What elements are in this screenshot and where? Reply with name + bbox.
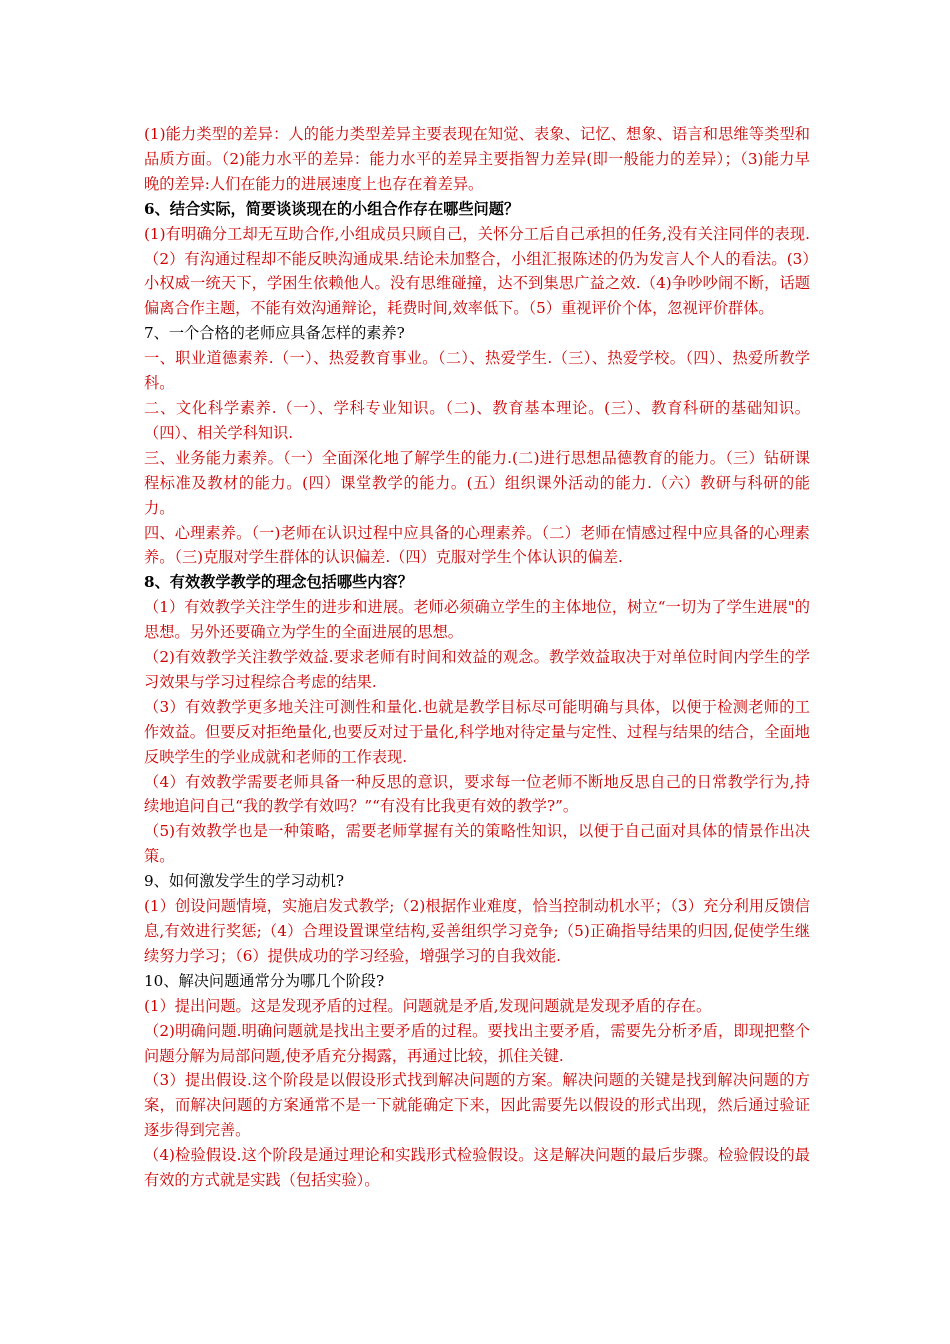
question-heading: 9、如何激发学生的学习动机? [144,872,345,891]
question-heading: 8、有效教学教学的理念包括哪些内容？ [144,573,413,592]
answer-paragraph: (1)有明确分工却无互助合作,小组成员只顾自己，关怀分工后自己承担的任务,没有关注同伴的表现.（2）有沟通过程却不能反映沟通成果.结论未加整合，小组汇报陈述的仍为发言人个人的看法。(3）小权威一统天下，学困生依赖他人。没有思维碰撞，达不到集思广益之效.（4)争吵吵闹不断，话题偏离合作主题，不能有效沟通辩论，耗费时间,效率低下。（5）重视评价个体，忽视评价群体。 [144,224,810,318]
answer-paragraph: （3）有效教学更多地关注可测性和量化.也就是教学目标尽可能明确与具体，以便于检测老师的工作效益。但要反对拒绝量化,也要反对过于量化,科学地对待定量与定性、过程与结果的结合，全面地反映学生的学业成就和老师的工作表现. [144,697,810,766]
answer-paragraph: 二、文化科学素养.（一）、学科专业知识。（二)、教育基本理论。(三）、教育科研的基础知识。（四）、相关学科知识. [144,398,810,442]
answer-paragraph: （2)有效教学关注教学效益.要求老师有时间和效益的观念。教学效益取决于对单位时间内学生的学习效果与学习过程综合考虑的结果. [144,648,810,691]
answer-paragraph: （3）提出假设.这个阶段是以假设形式找到解决问题的方案。解决问题的关键是找到解决问题的方案，而解决问题的方案通常不是一下就能确定下来，因此需要先以假设的形式出现，然后通过验证逐步得到完善。 [144,1071,810,1140]
question-heading: 6、结合实际，简要谈谈现在的小组合作存在哪些问题？ [144,199,520,218]
answer-paragraph: 一、职业道德素养.（一）、热爱教育事业。（二）、热爱学生.（三）、热爱学校。（四）、热爱所教学科。 [144,349,810,393]
answer-paragraph: (1)能力类型的差异：人的能力类型差异主要表现在知觉、表象、记忆、想象、语言和思维等类型和品质方面。（2)能力水平的差异：能力水平的差异主要指智力差异(即一般能力的差异）；（3)能力早晚的差异:人们在能力的进展速度上也存在着差异。 [144,125,810,193]
answer-paragraph: （4）有效教学需要老师具备一种反思的意识，要求每一位老师不断地反思自己的日常教学行为,持续地追问自己“我的教学有效吗？”“有没有比我更有效的教学?”。 [144,772,810,816]
question-heading: 7、一个合格的老师应具备怎样的素养? [144,324,405,343]
answer-paragraph: （5)有效教学也是一种策略，需要老师掌握有关的策略性知识，以便于自己面对具体的情景作出决策。 [144,822,810,866]
answer-paragraph: （4)检验假设.这个阶段是通过理论和实践形式检验假设。这是解决问题的最后步骤。检验假设的最有效的方式就是实践（包括实验）。 [144,1146,810,1190]
answer-paragraph: （1）有效教学关注学生的进步和进展。老师必须确立学生的主体地位，树立“一切为了学生进展"的思想。另外还要确立为学生的全面进展的思想。 [144,598,810,642]
answer-paragraph: (1）创设问题情境，实施启发式教学;（2)根据作业难度，恰当控制动机水平；（3）充分利用反馈信息,有效进行奖惩;（4）合理设置课堂结构,妥善组织学习竞争;（5)正确指导结果的归因,促使学生继续努力学习；（6）提供成功的学习经验，增强学习的自我效能. [144,897,810,965]
answer-paragraph: （2)明确问题.明确问题就是找出主要矛盾的过程。要找出主要矛盾，需要先分析矛盾，即现把整个问题分解为局部问题,使矛盾充分揭露，再通过比较，抓住关键. [144,1021,810,1065]
answer-paragraph: 三、业务能力素养。（一）全面深化地了解学生的能力.(二)进行思想品德教育的能力。（三）钻研课程标准及教材的能力。(四）课堂教学的能力。(五）组织课外活动的能力.（六）教研与科研的能力。 [144,448,810,517]
document-body [144,122,810,1193]
answer-paragraph: (1）提出问题。这是发现矛盾的过程。问题就是矛盾,发现问题就是发现矛盾的存在。 [144,996,712,1015]
question-heading: 10、解决问题通常分为哪几个阶段? [144,971,385,990]
answer-paragraph: 四、心理素养。（一)老师在认识过程中应具备的心理素养。（二）老师在情感过程中应具备的心理素养。（三)克服对学生群体的认识偏差.（四）克服对学生个体认识的偏差. [144,523,810,567]
